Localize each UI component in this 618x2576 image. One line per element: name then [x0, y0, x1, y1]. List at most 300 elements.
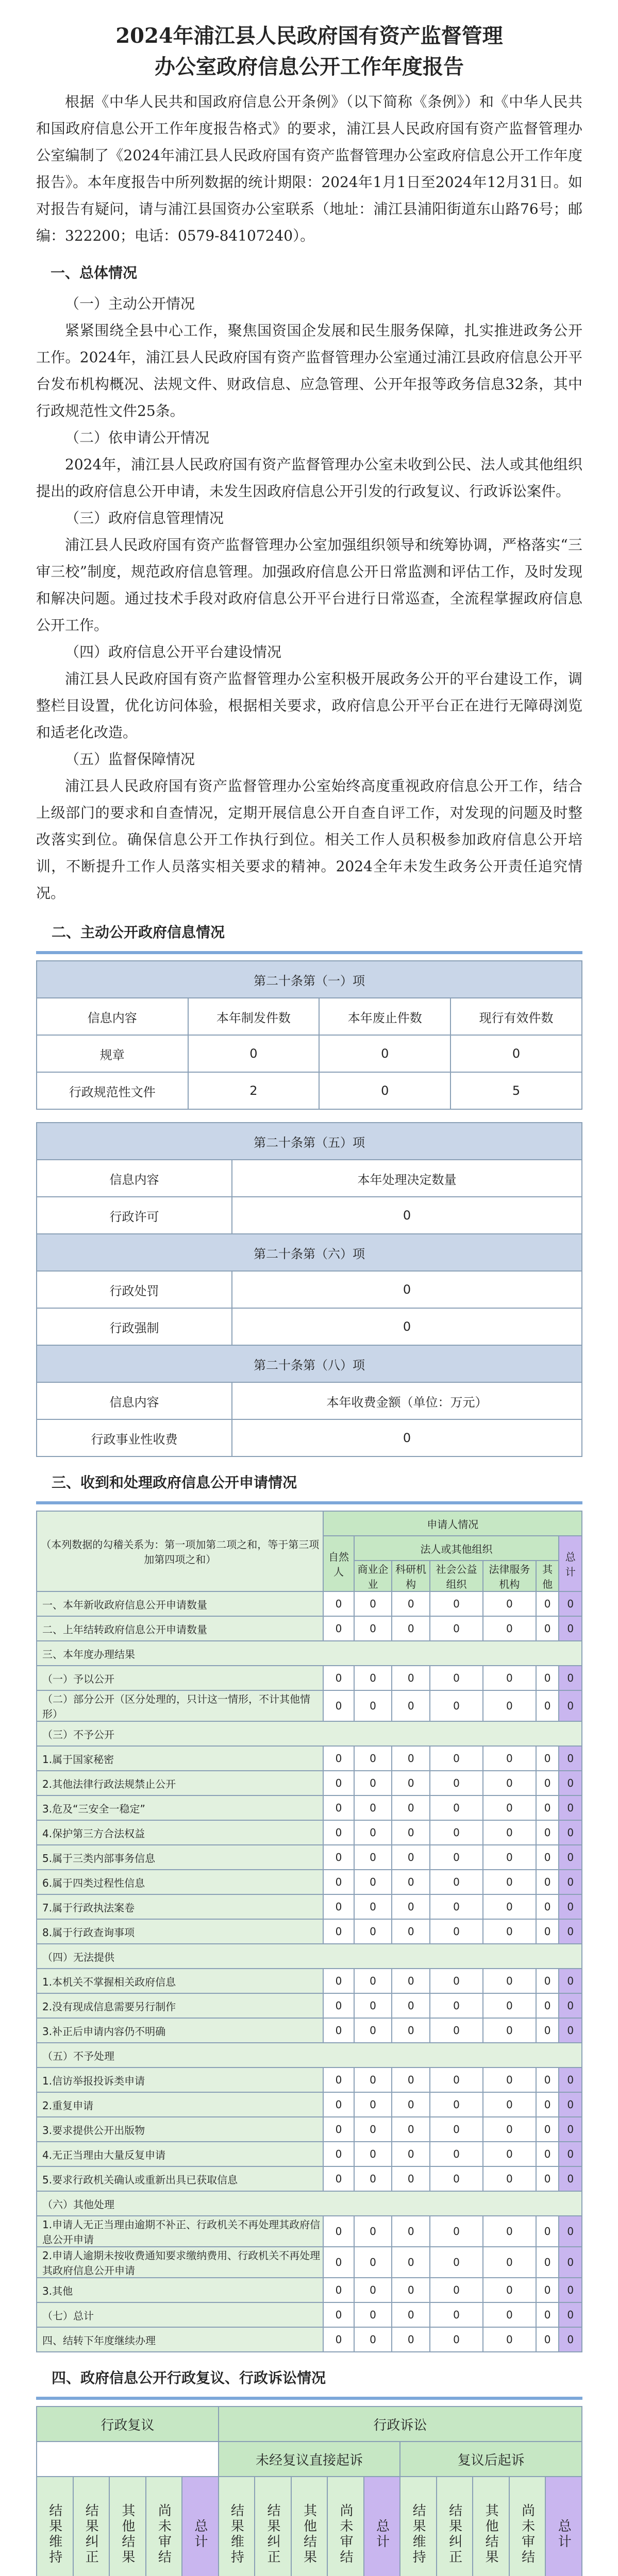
result-column-header: 结果维持 [219, 2477, 255, 2576]
row-label: 2.重复申请 [37, 2092, 323, 2117]
result-column-header: 结果维持 [400, 2477, 437, 2576]
row-value: 0 [430, 1845, 483, 1870]
row-value: 0 [354, 2092, 392, 2117]
row-label: 三、本年度办理结果 [37, 1641, 582, 1666]
row-value: 0 [354, 1919, 392, 1944]
row-value: 0 [559, 1746, 582, 1771]
result-column-header: 其他结果 [291, 2477, 328, 2576]
row-value: 0 [559, 1666, 582, 1690]
table-row [37, 1820, 582, 1845]
applications-table-corner: （本列数据的勾稽关系为：第一项加第二项之和，等于第三项加第四项之和） [37, 1511, 323, 1591]
row-value: 0 [392, 2247, 430, 2278]
sec1-item-heading: （二）依申请公开情况 [65, 429, 210, 446]
column-header: 本年废止件数 [319, 998, 450, 1035]
row-value: 0 [323, 1870, 354, 1894]
row-value: 0 [323, 2302, 354, 2327]
row-value: 0 [323, 1666, 354, 1690]
row-value: 0 [392, 2166, 430, 2191]
row-value: 0 [483, 1746, 536, 1771]
row-label: 3.要求提供公开出版物 [37, 2117, 323, 2142]
table-row [37, 2278, 582, 2302]
table-row [37, 1721, 582, 1746]
row-value: 0 [323, 2117, 354, 2142]
row-value: 0 [354, 2327, 392, 2352]
row-value: 0 [354, 2302, 392, 2327]
row-value: 0 [536, 2247, 559, 2278]
row-value: 0 [354, 1666, 392, 1690]
row-label: 2.没有现成信息需要另行制作 [37, 1993, 323, 2018]
row-value: 0 [430, 2018, 483, 2043]
row-value: 0 [430, 1591, 483, 1616]
row-label: 2.申请人逾期未按收费通知要求缴纳费用、行政机关不再处理其政府信息公开申请 [37, 2247, 323, 2278]
column-header: 本年制发件数 [188, 998, 320, 1035]
row-value: 0 [559, 2278, 582, 2302]
column-header: 本年处理决定数量 [232, 1160, 582, 1197]
row-value: 0 [323, 2247, 354, 2278]
row-value: 0 [483, 1993, 536, 2018]
column-header: 信息内容 [37, 998, 188, 1035]
table-cell: 0 [319, 1072, 450, 1109]
row-value: 0 [483, 1591, 536, 1616]
row-value: 0 [559, 1870, 582, 1894]
sec4-divider [36, 2397, 582, 2400]
result-column-header: 结果纠正 [437, 2477, 473, 2576]
table-row [37, 1894, 582, 1919]
sec1-item-text: 2024年，浦江县人民政府国有资产监督管理办公室未收到公民、法人或其他组织提出的政府信息公开申请，未发生因政府信息公开引发的行政复议、行政诉讼案件。 [36, 456, 582, 500]
row-label: 5.要求行政机关确认或重新出具已获取信息 [37, 2166, 323, 2191]
row-value: 0 [536, 1820, 559, 1845]
row-value: 0 [536, 2327, 559, 2352]
row-label: 7.属于行政执法案卷 [37, 1894, 323, 1919]
row-value: 0 [354, 1845, 392, 1870]
row-value: 0 [430, 2278, 483, 2302]
table-row [37, 1616, 582, 1641]
row-value: 0 [483, 1820, 536, 1845]
row-value: 0 [536, 2142, 559, 2166]
row-value: 0 [430, 1820, 483, 1845]
row-label: 1.信访举报投诉类申请 [37, 2067, 323, 2092]
total-header: 总计 [559, 1536, 582, 1591]
row-value: 0 [430, 1870, 483, 1894]
row-value: 0 [559, 1591, 582, 1616]
row-value: 0 [559, 1969, 582, 1993]
intro-paragraph: 根据《中华人民共和国政府信息公开条例》（以下简称《条例》）和《中华人民共和国政府信息公开工作年度报告格式》的要求，浦江县人民政府国有资产监督管理办公室编制了《2024年浦江县人民政府国有资产监督管理办公室政府信息公开工作年度报告》。本年度报告中所列数据的统计期限：2024年1月1日至2024年12月31日。如对报告有疑问，请与浦江县国资办公室联系（地址：浦江县浦阳街道东山路76号；邮编：322200；电话：0579-84107240）。 [36, 93, 582, 244]
row-value: 0 [430, 1666, 483, 1690]
row-value: 0 [392, 2278, 430, 2302]
row-value: 0 [354, 2018, 392, 2043]
table-row [37, 2018, 582, 2043]
row-value: 0 [559, 1993, 582, 2018]
sec1-item-text: 浦江县人民政府国有资产监督管理办公室加强组织领导和统筹协调，严格落实“三审三校”制度，规范政府信息管理。加强政府信息公开日常监测和评估工作，及时发现和解决问题。通过技术手段对政府信息公开平台进行日常巡查，全流程掌握政府信息公开工作。 [36, 536, 582, 634]
row-value: 0 [323, 1771, 354, 1795]
table-cell: 行政规范性文件 [37, 1072, 188, 1109]
row-label: （一）予以公开 [37, 1666, 323, 1690]
row-value: 0 [392, 2327, 430, 2352]
sec1-item-heading: （五）监督保障情况 [65, 751, 195, 768]
row-value: 0 [559, 2092, 582, 2117]
table-20-5 [36, 1122, 582, 1457]
table-cell: 行政处罚 [37, 1271, 232, 1308]
review-litigation-table [36, 2406, 582, 2576]
row-value: 0 [483, 1690, 536, 1721]
row-value: 0 [559, 2216, 582, 2247]
row-value: 0 [392, 2142, 430, 2166]
table-row [37, 1795, 582, 1820]
row-value: 0 [483, 1616, 536, 1641]
row-value: 0 [392, 1746, 430, 1771]
row-value: 0 [354, 1771, 392, 1795]
row-value: 0 [536, 1870, 559, 1894]
table-cell: 0 [232, 1271, 582, 1308]
row-value: 0 [392, 2018, 430, 2043]
row-value: 0 [323, 2166, 354, 2191]
row-value: 0 [354, 2166, 392, 2191]
table-row [37, 1419, 582, 1456]
row-value: 0 [536, 2067, 559, 2092]
row-value: 0 [323, 1616, 354, 1641]
table-row [37, 1944, 582, 1969]
row-label: 1.属于国家秘密 [37, 1746, 323, 1771]
result-column-header: 尚未审结 [509, 2477, 546, 2576]
table-row [37, 2216, 582, 2247]
row-label: （二）部分公开（区分处理的，只计这一情形，不计其他情形） [37, 1690, 323, 1721]
row-value: 0 [430, 1771, 483, 1795]
row-value: 0 [430, 1969, 483, 1993]
table-cell: 0 [319, 1035, 450, 1072]
row-label: （三）不予公开 [37, 1721, 582, 1746]
row-value: 0 [536, 2216, 559, 2247]
legal-person-header: 法人或其他组织 [354, 1536, 559, 1561]
row-label: 3.补正后申请内容仍不明确 [37, 2018, 323, 2043]
row-value: 0 [392, 1870, 430, 1894]
row-label: （六）其他处理 [37, 2191, 582, 2216]
sec1-item-text: 紧紧围绕全县中心工作，聚焦国资国企发展和民生服务保障，扎实推进政务公开工作。2024年，浦江县人民政府国有资产监督管理办公室通过浦江县政府信息公开平台发布机构概况、法规文件、财政信息、应急管理、公开年报等政务信息32条，其中行政规范性文件25条。 [36, 322, 582, 419]
row-value: 0 [483, 1771, 536, 1795]
report-content [36, 21, 582, 2576]
row-value: 0 [323, 1845, 354, 1870]
table-row [37, 1035, 582, 1072]
row-value: 0 [430, 2067, 483, 2092]
row-value: 0 [536, 2278, 559, 2302]
review-header: 行政复议 [37, 2406, 219, 2442]
row-value: 0 [483, 1870, 536, 1894]
row-value: 0 [323, 2018, 354, 2043]
row-value: 0 [430, 1919, 483, 1944]
row-value: 0 [536, 1894, 559, 1919]
row-value: 0 [536, 1993, 559, 2018]
applicant-header: 申请人情况 [323, 1511, 582, 1536]
row-value: 0 [483, 1919, 536, 1944]
table-20-5-header: 第二十条第（五）项 [37, 1123, 582, 1160]
row-value: 0 [354, 1795, 392, 1820]
table-row [37, 2117, 582, 2142]
row-value: 0 [392, 1795, 430, 1820]
table-cell: 0 [450, 1035, 582, 1072]
row-value: 0 [392, 1771, 430, 1795]
row-value: 0 [559, 1894, 582, 1919]
result-column-header: 总计 [364, 2477, 400, 2576]
row-value: 0 [354, 1616, 392, 1641]
row-value: 0 [430, 2166, 483, 2191]
row-value: 0 [536, 1616, 559, 1641]
row-value: 0 [559, 2302, 582, 2327]
row-value: 0 [430, 2117, 483, 2142]
table-row [37, 1845, 582, 1870]
row-value: 0 [354, 2278, 392, 2302]
row-label: 3.危及“三安全一稳定” [37, 1795, 323, 1820]
row-value: 0 [354, 1820, 392, 1845]
legal-subtype-header: 其他 [536, 1561, 559, 1591]
row-value: 0 [392, 1993, 430, 2018]
row-value: 0 [323, 1591, 354, 1616]
legal-subtype-header: 商业企业 [354, 1561, 392, 1591]
sec3-divider [36, 1501, 582, 1504]
row-value: 0 [392, 2216, 430, 2247]
row-value: 0 [536, 1919, 559, 1944]
sec2-divider [36, 951, 582, 954]
row-value: 0 [559, 1845, 582, 1870]
row-value: 0 [483, 2247, 536, 2278]
row-label: 5.属于三类内部事务信息 [37, 1845, 323, 1870]
row-value: 0 [323, 2067, 354, 2092]
row-value: 0 [323, 2142, 354, 2166]
legal-subtype-header: 社会公益组织 [430, 1561, 483, 1591]
row-label: 3.其他 [37, 2278, 323, 2302]
row-value: 0 [323, 1969, 354, 1993]
row-value: 0 [559, 2142, 582, 2166]
column-header: 信息内容 [37, 1160, 232, 1197]
table-row [37, 1197, 582, 1234]
row-value: 0 [536, 1845, 559, 1870]
legal-subtype-header: 科研机构 [392, 1561, 430, 1591]
row-value: 0 [559, 1616, 582, 1641]
table-row [37, 2043, 582, 2067]
row-label: 一、本年新收政府信息公开申请数量 [37, 1591, 323, 1616]
row-label: 8.属于行政查询事项 [37, 1919, 323, 1944]
row-value: 0 [392, 1616, 430, 1641]
table-row [37, 2142, 582, 2166]
legal-subtype-header: 法律服务机构 [483, 1561, 536, 1591]
row-value: 0 [392, 2092, 430, 2117]
row-value: 0 [483, 2166, 536, 2191]
row-value: 0 [483, 1666, 536, 1690]
report-title-line1: 2024年浦江县人民政府国有资产监督管理 [115, 24, 503, 48]
row-value: 0 [392, 2067, 430, 2092]
report-title-line2: 办公室政府信息公开工作年度报告 [155, 55, 464, 79]
row-value: 0 [536, 2092, 559, 2117]
row-value: 0 [323, 1919, 354, 1944]
row-value: 0 [559, 2117, 582, 2142]
table-row [37, 1666, 582, 1690]
row-value: 0 [392, 1919, 430, 1944]
row-value: 0 [559, 2247, 582, 2278]
row-value: 0 [536, 1795, 559, 1820]
table-row [37, 2327, 582, 2352]
row-value: 0 [536, 2117, 559, 2142]
row-value: 0 [483, 2327, 536, 2352]
result-column-header: 其他结果 [473, 2477, 509, 2576]
row-value: 0 [483, 1845, 536, 1870]
row-value: 0 [483, 2278, 536, 2302]
table-cell: 5 [450, 1072, 582, 1109]
row-value: 0 [536, 2302, 559, 2327]
row-label: 二、上年结转政府信息公开申请数量 [37, 1616, 323, 1641]
sec1-item-heading: （三）政府信息管理情况 [65, 510, 224, 527]
row-value: 0 [323, 2327, 354, 2352]
sec2-title: 二、主动公开政府信息情况 [52, 924, 225, 941]
row-value: 0 [323, 2092, 354, 2117]
row-value: 0 [354, 2247, 392, 2278]
row-value: 0 [430, 1746, 483, 1771]
row-value: 0 [559, 1771, 582, 1795]
row-value: 0 [354, 1591, 392, 1616]
table-20-8-header: 第二十条第（八）项 [37, 1345, 582, 1382]
row-value: 0 [536, 2166, 559, 2191]
table-cell: 0 [232, 1419, 582, 1456]
row-value: 0 [392, 1690, 430, 1721]
row-value: 0 [430, 2302, 483, 2327]
result-column-header: 结果纠正 [255, 2477, 291, 2576]
table-row [37, 1870, 582, 1894]
row-value: 0 [392, 1591, 430, 1616]
row-value: 0 [536, 1746, 559, 1771]
row-value: 0 [430, 1993, 483, 2018]
row-value: 0 [483, 2067, 536, 2092]
result-column-header: 尚未审结 [327, 2477, 364, 2576]
row-value: 0 [354, 2067, 392, 2092]
row-value: 0 [354, 1870, 392, 1894]
row-value: 0 [430, 1616, 483, 1641]
row-value: 0 [323, 1894, 354, 1919]
suit-header: 行政诉讼 [219, 2406, 582, 2442]
table-cell: 行政强制 [37, 1308, 232, 1345]
table-row [37, 2191, 582, 2216]
sec1-item-heading: （一）主动公开情况 [65, 295, 195, 312]
table-row [37, 1771, 582, 1795]
sec3-title: 三、收到和处理政府信息公开申请情况 [52, 1474, 297, 1491]
result-column-header: 尚未审结 [146, 2477, 182, 2576]
row-value: 0 [559, 2327, 582, 2352]
row-value: 0 [392, 1969, 430, 1993]
sec1-title: 一、总体情况 [51, 264, 138, 281]
table-row [37, 1690, 582, 1721]
row-value: 0 [536, 1771, 559, 1795]
result-column-header: 结果维持 [37, 2477, 73, 2576]
result-column-header: 结果纠正 [73, 2477, 110, 2576]
table-row [37, 2067, 582, 2092]
row-value: 0 [430, 1894, 483, 1919]
table-row [37, 1271, 582, 1308]
result-column-header: 其他结果 [109, 2477, 146, 2576]
row-value: 0 [354, 1993, 392, 2018]
row-value: 0 [483, 2117, 536, 2142]
table-row [37, 1641, 582, 1666]
natural-person-header: 自然人 [323, 1536, 354, 1591]
sec1-item-heading: （四）政府信息公开平台建设情况 [65, 643, 282, 660]
row-value: 0 [354, 1894, 392, 1919]
row-value: 0 [323, 1795, 354, 1820]
row-value: 0 [430, 1795, 483, 1820]
row-value: 0 [536, 2018, 559, 2043]
row-label: （五）不予处理 [37, 2043, 582, 2067]
table-cell: 规章 [37, 1035, 188, 1072]
row-value: 0 [392, 1820, 430, 1845]
suit-after-review-header: 复议后起诉 [400, 2442, 582, 2477]
table-row [37, 1308, 582, 1345]
row-label: （七）总计 [37, 2302, 323, 2327]
row-value: 0 [536, 1690, 559, 1721]
row-value: 0 [536, 1666, 559, 1690]
sec1-items [36, 291, 582, 907]
row-value: 0 [354, 1690, 392, 1721]
column-header: 现行有效件数 [450, 998, 582, 1035]
row-value: 0 [323, 2278, 354, 2302]
row-value: 0 [323, 1746, 354, 1771]
row-label: 4.无正当理由大量反复申请 [37, 2142, 323, 2166]
table-20-6-header: 第二十条第（六）项 [37, 1234, 582, 1271]
row-value: 0 [430, 2247, 483, 2278]
row-value: 0 [392, 2117, 430, 2142]
row-value: 0 [323, 2216, 354, 2247]
sec1-item-text: 浦江县人民政府国有资产监督管理办公室始终高度重视政府信息公开工作，结合上级部门的要求和自查情况，定期开展信息公开自查自评工作，对发现的问题及时整改落实到位。确保信息公开工作执行到位。相关工作人员积极参加政府信息公开培训，不断提升工作人员落实相关要求的精神。2024全年未发生政务公开责任追究情况。 [36, 777, 582, 902]
row-value: 0 [559, 2067, 582, 2092]
row-value: 0 [483, 2018, 536, 2043]
result-column-header: 总计 [545, 2477, 582, 2576]
row-value: 0 [430, 2216, 483, 2247]
review-spacer [37, 2442, 219, 2477]
row-value: 0 [483, 1894, 536, 1919]
row-value: 0 [323, 1820, 354, 1845]
result-column-header: 总计 [182, 2477, 219, 2576]
row-label: 4.保护第三方合法权益 [37, 1820, 323, 1845]
row-label: （四）无法提供 [37, 1944, 582, 1969]
table-row [37, 1591, 582, 1616]
table-20-1-header: 第二十条第（一）项 [37, 961, 582, 998]
table-20-1 [36, 960, 582, 1110]
table-cell: 0 [188, 1035, 320, 1072]
applications-table [36, 1511, 582, 2352]
row-value: 0 [483, 1969, 536, 1993]
table-cell: 2 [188, 1072, 320, 1109]
table-cell: 0 [232, 1308, 582, 1345]
table-row [37, 1919, 582, 1944]
row-value: 0 [559, 2018, 582, 2043]
row-value: 0 [323, 1993, 354, 2018]
table-row [37, 2166, 582, 2191]
row-value: 0 [559, 1820, 582, 1845]
row-value: 0 [483, 2302, 536, 2327]
table-cell: 0 [232, 1197, 582, 1234]
sec4-title: 四、政府信息公开行政复议、行政诉讼情况 [52, 2369, 326, 2386]
row-value: 0 [392, 1845, 430, 1870]
table-row [37, 1072, 582, 1109]
row-value: 0 [392, 1666, 430, 1690]
row-value: 0 [483, 2216, 536, 2247]
row-value: 0 [354, 1969, 392, 1993]
sec1-item-text: 浦江县人民政府国有资产监督管理办公室积极开展政务公开的平台建设工作，调整栏目设置，优化访问体验，根据相关要求，政府信息公开平台正在进行无障碍浏览和适老化改造。 [36, 670, 582, 741]
table-row [37, 2247, 582, 2278]
row-label: 1.本机关不掌握相关政府信息 [37, 1969, 323, 1993]
column-header: 本年收费金额（单位：万元） [232, 1382, 582, 1419]
row-value: 0 [559, 1919, 582, 1944]
row-value: 0 [354, 2142, 392, 2166]
table-row [37, 1969, 582, 1993]
table-row [37, 2302, 582, 2327]
row-value: 0 [430, 1690, 483, 1721]
row-value: 0 [430, 2092, 483, 2117]
row-value: 0 [354, 2216, 392, 2247]
table-row [37, 1746, 582, 1771]
